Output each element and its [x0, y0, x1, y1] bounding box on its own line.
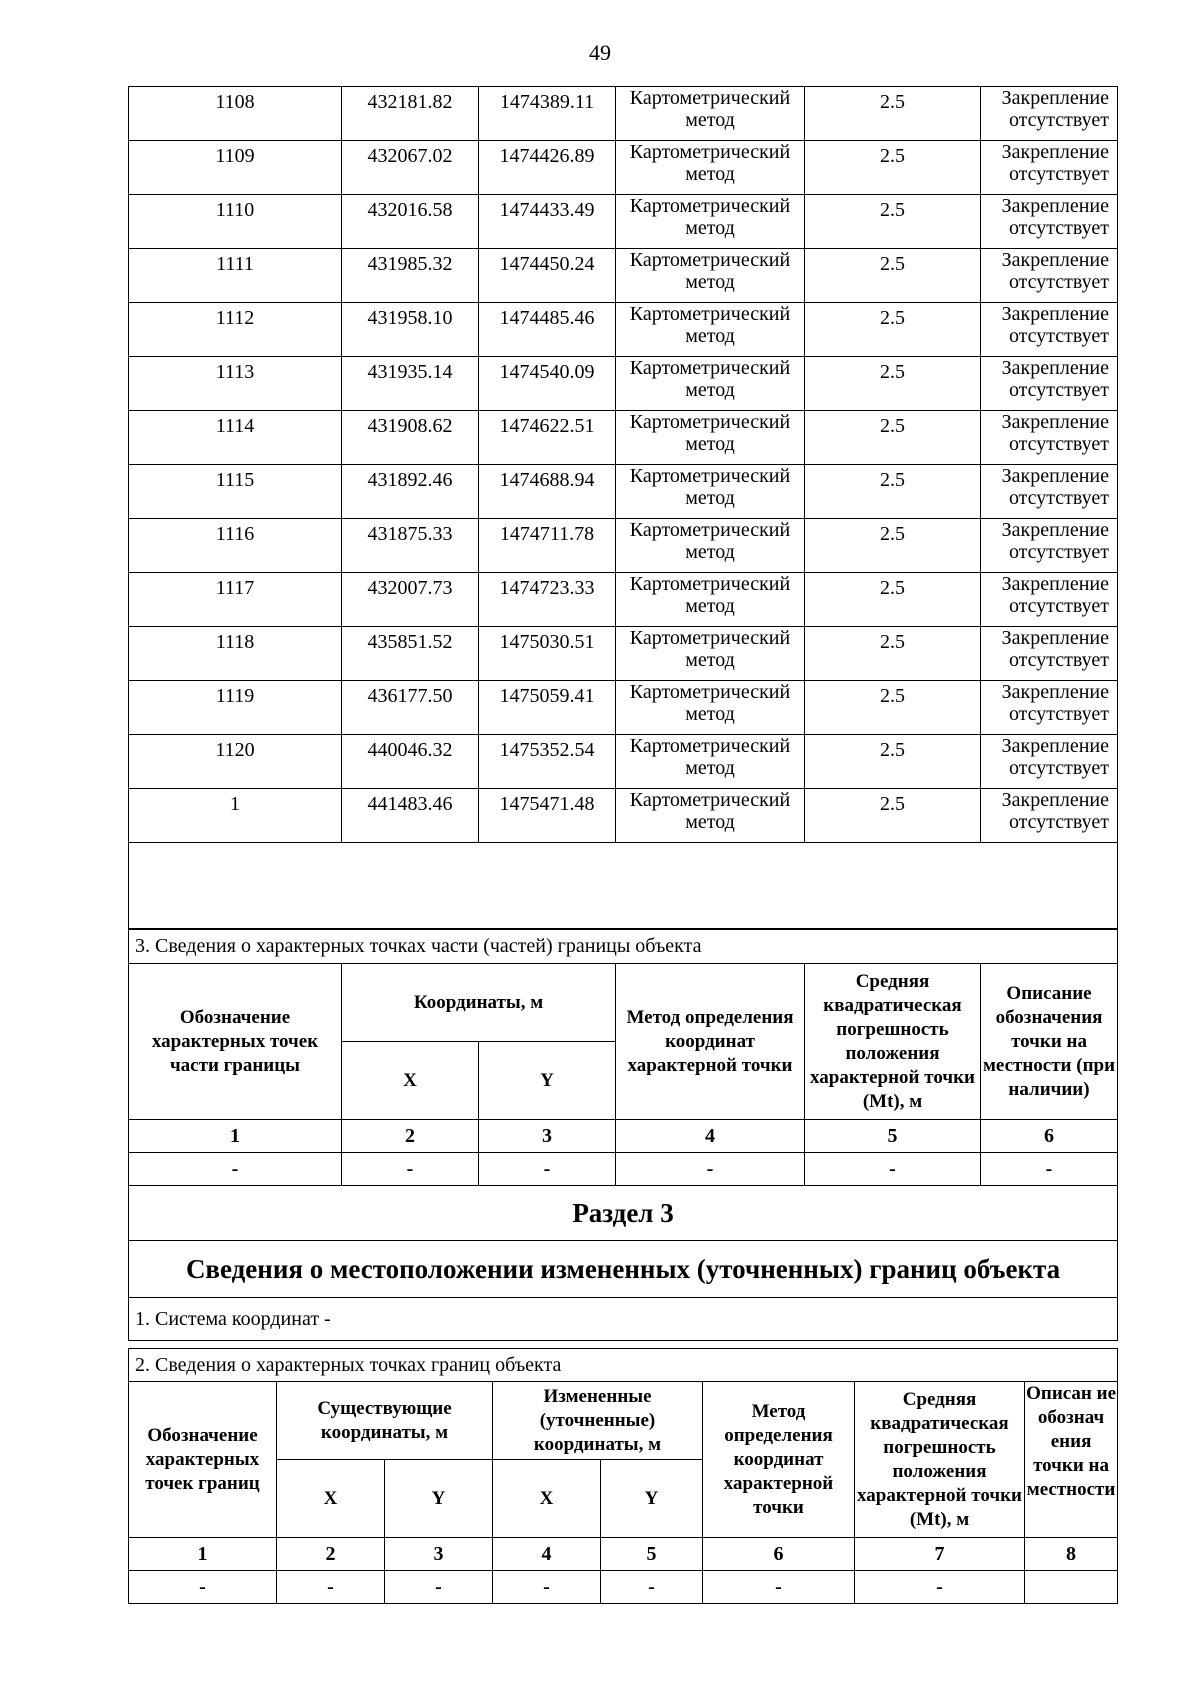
coord-y-cell: 1475030.51	[479, 627, 616, 681]
value-cell: -	[385, 1571, 493, 1604]
accuracy-cell: 2.5	[805, 735, 981, 789]
method-cell: Картометрический метод	[616, 303, 805, 357]
table-row	[129, 303, 1118, 357]
accuracy-cell: 2.5	[805, 465, 981, 519]
value-cell: -	[479, 1153, 616, 1186]
table-row	[129, 627, 1118, 681]
table-row	[129, 411, 1118, 465]
coord-y-cell: 1474450.24	[479, 249, 616, 303]
value-cell: -	[493, 1571, 601, 1604]
header-accuracy: Средняя квадратическая погрешность положения характерной точки (Mt), м	[805, 964, 981, 1120]
column-number: 2	[342, 1120, 479, 1153]
table-row	[129, 195, 1118, 249]
coord-x-cell: 436177.50	[342, 681, 479, 735]
coord-y-cell: 1474426.89	[479, 141, 616, 195]
coord-y-cell: 1474622.51	[479, 411, 616, 465]
value-cell: -	[855, 1571, 1025, 1604]
fixing-description-cell: Закрепление отсутствует	[981, 357, 1118, 411]
column-number: 6	[981, 1120, 1118, 1153]
changed-boundary-points-table	[128, 1348, 1118, 1604]
point-number-cell: 1115	[129, 465, 342, 519]
accuracy-cell: 2.5	[805, 195, 981, 249]
table-row	[129, 87, 1118, 141]
point-number-cell: 1114	[129, 411, 342, 465]
value-cell: -	[981, 1153, 1118, 1186]
point-number-cell: 1119	[129, 681, 342, 735]
value-cell: -	[342, 1153, 479, 1186]
header-description: Описание обозначения точки на местности (при наличии)	[981, 964, 1118, 1120]
coord-x-cell: 431908.62	[342, 411, 479, 465]
column-number: 4	[616, 1120, 805, 1153]
coord-y-cell: 1475352.54	[479, 735, 616, 789]
header-changed-x: X	[493, 1460, 601, 1538]
table-row	[129, 735, 1118, 789]
part-boundary-points-table	[128, 928, 1118, 1341]
section-subtitle: Сведения о местоположении измененных (уточненных) границ объекта	[129, 1241, 1118, 1298]
coord-y-cell: 1474688.94	[479, 465, 616, 519]
table-row	[129, 141, 1118, 195]
fixing-description-cell: Закрепление отсутствует	[981, 195, 1118, 249]
column-number: 4	[493, 1538, 601, 1571]
table-row	[129, 357, 1118, 411]
fixing-description-cell: Закрепление отсутствует	[981, 303, 1118, 357]
point-number-cell: 1116	[129, 519, 342, 573]
coord-y-cell: 1475059.41	[479, 681, 616, 735]
header-method: Метод определения координат характерной точки	[703, 1382, 855, 1538]
fixing-description-cell: Закрепление отсутствует	[981, 789, 1118, 843]
fixing-description-cell: Закрепление отсутствует	[981, 87, 1118, 141]
coord-x-cell: 431935.14	[342, 357, 479, 411]
section-heading: 3. Сведения о характерных точках части (частей) границы объекта	[129, 929, 1118, 964]
header-coordinates: Координаты, м	[342, 964, 616, 1042]
section-title: Раздел 3	[129, 1186, 1118, 1241]
value-cell	[1025, 1571, 1118, 1604]
table-row	[129, 249, 1118, 303]
accuracy-cell: 2.5	[805, 249, 981, 303]
point-number-cell: 1112	[129, 303, 342, 357]
accuracy-cell: 2.5	[805, 789, 981, 843]
accuracy-cell: 2.5	[805, 87, 981, 141]
header-description	[1025, 1382, 1118, 1538]
value-cell: -	[129, 1153, 342, 1186]
header-changed-coordinates: Измененные (уточненные) координаты, м	[493, 1382, 703, 1460]
method-cell: Картометрический метод	[616, 465, 805, 519]
method-cell: Картометрический метод	[616, 573, 805, 627]
accuracy-cell: 2.5	[805, 627, 981, 681]
point-number-cell: 1113	[129, 357, 342, 411]
point-number-cell: 1108	[129, 87, 342, 141]
header-changed-y: Y	[601, 1460, 703, 1538]
fixing-description-cell: Закрепление отсутствует	[981, 141, 1118, 195]
fixing-description-cell: Закрепление отсутствует	[981, 519, 1118, 573]
header-designation: Обозначение характерных точек части границы	[129, 964, 342, 1120]
accuracy-cell: 2.5	[805, 141, 981, 195]
accuracy-cell: 2.5	[805, 303, 981, 357]
coord-x-cell: 431958.10	[342, 303, 479, 357]
coord-y-cell: 1474723.33	[479, 573, 616, 627]
point-number-cell: 1118	[129, 627, 342, 681]
coord-y-cell: 1474389.11	[479, 87, 616, 141]
fixing-description-cell: Закрепление отсутствует	[981, 249, 1118, 303]
coord-x-cell: 431892.46	[342, 465, 479, 519]
accuracy-cell: 2.5	[805, 681, 981, 735]
column-number: 7	[855, 1538, 1025, 1571]
accuracy-cell: 2.5	[805, 357, 981, 411]
value-cell: -	[277, 1571, 385, 1604]
coord-y-cell: 1474540.09	[479, 357, 616, 411]
method-cell: Картометрический метод	[616, 411, 805, 465]
empty-row	[129, 843, 1118, 930]
fixing-description-cell: Закрепление отсутствует	[981, 627, 1118, 681]
table-row	[129, 573, 1118, 627]
coord-x-cell: 432007.73	[342, 573, 479, 627]
method-cell: Картометрический метод	[616, 789, 805, 843]
accuracy-cell: 2.5	[805, 411, 981, 465]
method-cell: Картометрический метод	[616, 357, 805, 411]
point-number-cell: 1111	[129, 249, 342, 303]
value-cell: -	[129, 1571, 277, 1604]
value-cell: -	[616, 1153, 805, 1186]
coord-x-cell: 440046.32	[342, 735, 479, 789]
column-number: 2	[277, 1538, 385, 1571]
column-number: 3	[385, 1538, 493, 1571]
column-number: 6	[703, 1538, 855, 1571]
method-cell: Картометрический метод	[616, 681, 805, 735]
column-number: 5	[805, 1120, 981, 1153]
accuracy-cell: 2.5	[805, 519, 981, 573]
header-description-text: Описан ие обознач ения точки на местности	[1026, 1383, 1117, 1500]
point-number-cell: 1110	[129, 195, 342, 249]
column-number: 8	[1025, 1538, 1118, 1571]
method-cell: Картометрический метод	[616, 141, 805, 195]
method-cell: Картометрический метод	[616, 627, 805, 681]
header-designation: Обозначение характерных точек границ	[129, 1382, 277, 1538]
accuracy-cell: 2.5	[805, 573, 981, 627]
column-number: 1	[129, 1538, 277, 1571]
table-row	[129, 519, 1118, 573]
header-x: X	[342, 1042, 479, 1120]
method-cell: Картометрический метод	[616, 735, 805, 789]
coord-x-cell: 432067.02	[342, 141, 479, 195]
fixing-description-cell: Закрепление отсутствует	[981, 681, 1118, 735]
value-cell: -	[805, 1153, 981, 1186]
coord-x-cell: 431985.32	[342, 249, 479, 303]
fixing-description-cell: Закрепление отсутствует	[981, 573, 1118, 627]
header-accuracy: Средняя квадратическая погрешность положения характерной точки (Mt), м	[855, 1382, 1025, 1538]
value-cell: -	[601, 1571, 703, 1604]
point-number-cell: 1	[129, 789, 342, 843]
coord-y-cell: 1474485.46	[479, 303, 616, 357]
table-row	[129, 789, 1118, 843]
coord-y-cell: 1474433.49	[479, 195, 616, 249]
method-cell: Картометрический метод	[616, 519, 805, 573]
header-y: Y	[479, 1042, 616, 1120]
fixing-description-cell: Закрепление отсутствует	[981, 411, 1118, 465]
header-method: Метод определения координат характерной точки	[616, 964, 805, 1120]
coord-x-cell: 432016.58	[342, 195, 479, 249]
header-existing-coordinates: Существующие координаты, м	[277, 1382, 493, 1460]
coordinate-system: 1. Система координат -	[129, 1298, 1118, 1341]
column-number: 3	[479, 1120, 616, 1153]
header-existing-y: Y	[385, 1460, 493, 1538]
method-cell: Картометрический метод	[616, 87, 805, 141]
coord-y-cell: 1474711.78	[479, 519, 616, 573]
coord-x-cell: 435851.52	[342, 627, 479, 681]
table-row	[129, 465, 1118, 519]
coord-y-cell: 1475471.48	[479, 789, 616, 843]
point-number-cell: 1117	[129, 573, 342, 627]
fixing-description-cell: Закрепление отсутствует	[981, 735, 1118, 789]
points-heading: 2. Сведения о характерных точках границ объекта	[129, 1349, 1118, 1382]
point-number-cell: 1120	[129, 735, 342, 789]
column-number: 5	[601, 1538, 703, 1571]
value-cell: -	[703, 1571, 855, 1604]
boundary-points-table	[128, 86, 1118, 930]
point-number-cell: 1109	[129, 141, 342, 195]
coord-x-cell: 432181.82	[342, 87, 479, 141]
page-number: 49	[589, 40, 611, 65]
table-row	[129, 681, 1118, 735]
coord-x-cell: 441483.46	[342, 789, 479, 843]
method-cell: Картометрический метод	[616, 249, 805, 303]
header-existing-x: X	[277, 1460, 385, 1538]
method-cell: Картометрический метод	[616, 195, 805, 249]
fixing-description-cell: Закрепление отсутствует	[981, 465, 1118, 519]
column-number: 1	[129, 1120, 342, 1153]
coord-x-cell: 431875.33	[342, 519, 479, 573]
